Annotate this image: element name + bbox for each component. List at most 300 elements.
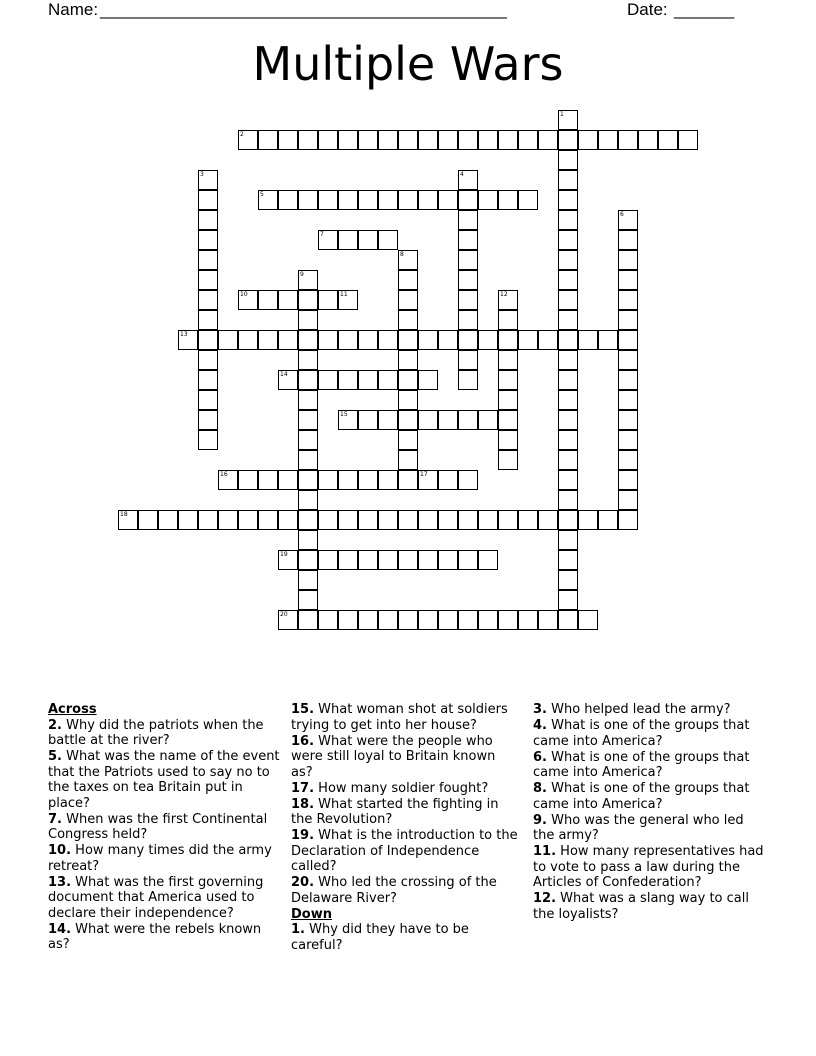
grid-cell[interactable] <box>438 470 458 490</box>
clue-text: How many representatives had to vote to pass a law during the Articles of Confederation? <box>533 844 764 890</box>
grid-cell[interactable] <box>418 550 438 570</box>
grid-cell[interactable] <box>198 290 218 310</box>
grid-cell[interactable] <box>258 130 278 150</box>
grid-cell[interactable] <box>418 610 438 630</box>
date-blank-line[interactable]: _______ <box>674 0 734 19</box>
clue-item <box>291 734 519 781</box>
grid-cell[interactable] <box>558 550 578 570</box>
grid-cell[interactable] <box>558 250 578 270</box>
grid-cell[interactable] <box>558 510 578 530</box>
clue-text: Why did the patriots when the battle at the river? <box>48 717 264 748</box>
clue-number: 15. <box>291 702 315 717</box>
grid-cell[interactable] <box>618 430 638 450</box>
grid-cell[interactable] <box>438 410 458 430</box>
grid-cell[interactable] <box>398 410 418 430</box>
grid-cell[interactable] <box>198 170 218 190</box>
grid-cell[interactable] <box>558 430 578 450</box>
grid-cell[interactable] <box>338 370 358 390</box>
cell-number: 6 <box>620 211 624 218</box>
grid-cell[interactable] <box>118 510 138 530</box>
grid-cell[interactable] <box>458 310 478 330</box>
grid-cell[interactable] <box>218 510 238 530</box>
grid-cell[interactable] <box>198 210 218 230</box>
clue-item <box>291 702 519 733</box>
grid-cell[interactable] <box>358 510 378 530</box>
date-label: Date: <box>627 0 668 19</box>
grid-cell[interactable] <box>618 270 638 290</box>
grid-cell[interactable] <box>198 250 218 270</box>
grid-cell[interactable] <box>398 470 418 490</box>
grid-cell[interactable] <box>358 610 378 630</box>
grid-cell[interactable] <box>458 410 478 430</box>
clue-column-2 <box>291 702 519 954</box>
clue-text: Why did they have to be careful? <box>291 922 469 953</box>
cell-number: 2 <box>240 131 244 138</box>
grid-cell[interactable] <box>438 550 458 570</box>
grid-cell[interactable] <box>358 470 378 490</box>
grid-cell[interactable] <box>158 510 178 530</box>
grid-cell[interactable] <box>358 130 378 150</box>
grid-cell[interactable] <box>298 570 318 590</box>
grid-cell[interactable] <box>258 290 278 310</box>
grid-cell[interactable] <box>498 350 518 370</box>
grid-cell[interactable] <box>278 130 298 150</box>
cell-number: 18 <box>120 511 128 518</box>
grid-cell[interactable] <box>558 190 578 210</box>
grid-cell[interactable] <box>338 190 358 210</box>
grid-cell[interactable] <box>318 230 338 250</box>
clue-text: Who helped lead the army? <box>546 702 731 717</box>
grid-cell[interactable] <box>558 330 578 350</box>
grid-cell[interactable] <box>338 550 358 570</box>
grid-cell[interactable] <box>458 610 478 630</box>
clue-text: What was a slang way to call the loyalists? <box>533 891 749 922</box>
clue-item <box>48 922 284 953</box>
clue-number: 5. <box>48 749 62 764</box>
grid-cell[interactable] <box>398 610 418 630</box>
grid-cell[interactable] <box>478 130 498 150</box>
grid-cell[interactable] <box>318 470 338 490</box>
grid-cell[interactable] <box>338 130 358 150</box>
grid-cell[interactable] <box>558 310 578 330</box>
clue-number: 6. <box>533 749 547 765</box>
clue-number: 2. <box>48 717 62 733</box>
grid-cell[interactable] <box>498 290 518 310</box>
grid-cell[interactable] <box>378 610 398 630</box>
grid-cell[interactable] <box>358 370 378 390</box>
grid-cell[interactable] <box>558 390 578 410</box>
grid-cell[interactable] <box>338 230 358 250</box>
grid-cell[interactable] <box>498 450 518 470</box>
cell-number: 10 <box>240 291 248 298</box>
grid-cell[interactable] <box>278 190 298 210</box>
grid-cell[interactable] <box>238 510 258 530</box>
name-blank-line[interactable]: ________________________________________________ <box>100 0 506 19</box>
cell-number: 16 <box>220 471 228 478</box>
grid-cell[interactable] <box>298 350 318 370</box>
grid-cell[interactable] <box>458 290 478 310</box>
cell-number: 11 <box>340 291 348 298</box>
grid-cell[interactable] <box>458 370 478 390</box>
grid-cell[interactable] <box>398 510 418 530</box>
clue-item <box>291 781 519 797</box>
grid-cell[interactable] <box>418 370 438 390</box>
grid-cell[interactable] <box>598 510 618 530</box>
grid-cell[interactable] <box>558 450 578 470</box>
grid-cell[interactable] <box>318 510 338 530</box>
grid-cell[interactable] <box>318 130 338 150</box>
clue-number: 11. <box>533 844 557 859</box>
grid-cell[interactable] <box>138 510 158 530</box>
grid-cell[interactable] <box>558 130 578 150</box>
grid-cell[interactable] <box>278 330 298 350</box>
grid-cell[interactable] <box>238 130 258 150</box>
cell-number: 7 <box>320 231 324 238</box>
grid-cell[interactable] <box>458 550 478 570</box>
clue-text: When was the first Continental Congress held? <box>48 811 268 842</box>
grid-cell[interactable] <box>618 350 638 370</box>
grid-cell[interactable] <box>318 370 338 390</box>
cell-number: 14 <box>280 371 288 378</box>
grid-cell[interactable] <box>618 210 638 230</box>
grid-cell[interactable] <box>478 190 498 210</box>
grid-cell[interactable] <box>398 290 418 310</box>
clue-number: 14. <box>48 921 72 937</box>
grid-cell[interactable] <box>458 130 478 150</box>
grid-cell[interactable] <box>438 330 458 350</box>
grid-cell[interactable] <box>258 330 278 350</box>
grid-cell[interactable] <box>378 370 398 390</box>
grid-cell[interactable] <box>378 190 398 210</box>
grid-cell[interactable] <box>238 290 258 310</box>
grid-cell[interactable] <box>298 610 318 630</box>
grid-cell[interactable] <box>578 510 598 530</box>
clue-text: Who was the general who led the army? <box>533 812 744 843</box>
grid-cell[interactable] <box>618 230 638 250</box>
grid-cell[interactable] <box>618 330 638 350</box>
grid-cell[interactable] <box>298 410 318 430</box>
grid-cell[interactable] <box>558 590 578 610</box>
grid-cell[interactable] <box>378 330 398 350</box>
grid-cell[interactable] <box>618 370 638 390</box>
grid-cell[interactable] <box>498 430 518 450</box>
grid-cell[interactable] <box>458 270 478 290</box>
grid-cell[interactable] <box>378 230 398 250</box>
grid-cell[interactable] <box>198 350 218 370</box>
clue-item <box>291 922 519 953</box>
grid-cell[interactable] <box>558 170 578 190</box>
grid-cell[interactable] <box>558 530 578 550</box>
cell-number: 20 <box>280 611 288 618</box>
grid-cell[interactable] <box>558 470 578 490</box>
clue-item <box>48 812 284 843</box>
grid-cell[interactable] <box>458 170 478 190</box>
grid-cell[interactable] <box>318 190 338 210</box>
grid-cell[interactable] <box>558 150 578 170</box>
grid-cell[interactable] <box>558 570 578 590</box>
grid-cell[interactable] <box>518 510 538 530</box>
grid-cell[interactable] <box>598 130 618 150</box>
clue-text: What were the rebels known as? <box>48 921 262 952</box>
grid-cell[interactable] <box>438 510 458 530</box>
grid-cell[interactable] <box>198 230 218 250</box>
grid-cell[interactable] <box>458 250 478 270</box>
grid-cell[interactable] <box>398 310 418 330</box>
grid-cell[interactable] <box>378 410 398 430</box>
grid-cell[interactable] <box>618 410 638 430</box>
grid-cell[interactable] <box>618 470 638 490</box>
grid-cell[interactable] <box>278 370 298 390</box>
grid-cell[interactable] <box>418 470 438 490</box>
clue-number: 3. <box>533 702 547 717</box>
grid-cell[interactable] <box>678 130 698 150</box>
grid-cell[interactable] <box>418 410 438 430</box>
clue-number: 4. <box>533 718 547 733</box>
clue-text: What was the first governing document that America used to declare their independence? <box>48 874 264 921</box>
grid-cell[interactable] <box>298 290 318 310</box>
grid-cell[interactable] <box>598 330 618 350</box>
grid-cell[interactable] <box>298 330 318 350</box>
grid-cell[interactable] <box>558 610 578 630</box>
grid-cell[interactable] <box>378 130 398 150</box>
grid-cell[interactable] <box>258 470 278 490</box>
grid-cell[interactable] <box>498 390 518 410</box>
grid-cell[interactable] <box>338 470 358 490</box>
clue-item <box>533 844 769 891</box>
grid-cell[interactable] <box>298 470 318 490</box>
grid-cell[interactable] <box>398 370 418 390</box>
grid-cell[interactable] <box>298 270 318 290</box>
grid-cell[interactable] <box>418 190 438 210</box>
grid-cell[interactable] <box>198 310 218 330</box>
grid-cell[interactable] <box>278 550 298 570</box>
grid-cell[interactable] <box>538 130 558 150</box>
grid-cell[interactable] <box>478 510 498 530</box>
clue-item <box>48 718 284 749</box>
grid-cell[interactable] <box>438 610 458 630</box>
cell-number: 19 <box>280 551 288 558</box>
grid-cell[interactable] <box>498 410 518 430</box>
grid-cell[interactable] <box>538 510 558 530</box>
grid-cell[interactable] <box>298 550 318 570</box>
grid-cell[interactable] <box>298 530 318 550</box>
grid-cell[interactable] <box>298 510 318 530</box>
grid-cell[interactable] <box>458 470 478 490</box>
grid-cell[interactable] <box>578 610 598 630</box>
grid-cell[interactable] <box>538 610 558 630</box>
grid-cell[interactable] <box>278 470 298 490</box>
clue-text: What is one of the groups that came into America? <box>533 718 750 749</box>
grid-cell[interactable] <box>558 270 578 290</box>
grid-cell[interactable] <box>618 250 638 270</box>
grid-cell[interactable] <box>498 370 518 390</box>
grid-cell[interactable] <box>298 190 318 210</box>
grid-cell[interactable] <box>498 130 518 150</box>
clue-column-1 <box>48 702 284 953</box>
grid-cell[interactable] <box>458 510 478 530</box>
grid-cell[interactable] <box>198 430 218 450</box>
grid-cell[interactable] <box>518 330 538 350</box>
grid-cell[interactable] <box>298 370 318 390</box>
grid-cell[interactable] <box>398 330 418 350</box>
grid-cell[interactable] <box>458 350 478 370</box>
grid-cell[interactable] <box>618 290 638 310</box>
grid-cell[interactable] <box>358 410 378 430</box>
grid-cell[interactable] <box>558 410 578 430</box>
grid-cell[interactable] <box>618 450 638 470</box>
grid-cell[interactable] <box>498 510 518 530</box>
grid-cell[interactable] <box>398 430 418 450</box>
clue-item <box>533 891 769 922</box>
grid-cell[interactable] <box>618 130 638 150</box>
grid-cell[interactable] <box>458 230 478 250</box>
clue-number: 7. <box>48 811 62 827</box>
grid-cell[interactable] <box>418 130 438 150</box>
grid-cell[interactable] <box>558 370 578 390</box>
grid-cell[interactable] <box>458 190 478 210</box>
grid-cell[interactable] <box>198 330 218 350</box>
grid-cell[interactable] <box>198 410 218 430</box>
grid-cell[interactable] <box>258 510 278 530</box>
grid-cell[interactable] <box>298 390 318 410</box>
grid-cell[interactable] <box>618 510 638 530</box>
clue-text: What woman shot at soldiers trying to get into her house? <box>291 702 508 733</box>
clue-item <box>48 749 284 811</box>
clue-number: 1. <box>291 922 305 937</box>
grid-cell[interactable] <box>298 490 318 510</box>
clue-item <box>48 875 284 922</box>
grid-cell[interactable] <box>398 250 418 270</box>
grid-cell[interactable] <box>238 470 258 490</box>
grid-cell[interactable] <box>498 330 518 350</box>
grid-cell[interactable] <box>418 330 438 350</box>
grid-cell[interactable] <box>558 110 578 130</box>
clue-item <box>533 702 769 718</box>
grid-cell[interactable] <box>518 190 538 210</box>
grid-cell[interactable] <box>198 190 218 210</box>
grid-cell[interactable] <box>278 610 298 630</box>
clue-item <box>533 750 769 781</box>
grid-cell[interactable] <box>358 190 378 210</box>
grid-cell[interactable] <box>618 310 638 330</box>
grid-cell[interactable] <box>618 490 638 510</box>
down-heading: Down <box>291 906 332 922</box>
grid-cell[interactable] <box>198 510 218 530</box>
grid-cell[interactable] <box>398 130 418 150</box>
grid-cell[interactable] <box>558 210 578 230</box>
grid-cell[interactable] <box>278 290 298 310</box>
grid-cell[interactable] <box>318 550 338 570</box>
clue-item <box>291 828 519 875</box>
grid-cell[interactable] <box>538 330 558 350</box>
grid-cell[interactable] <box>278 510 298 530</box>
grid-cell[interactable] <box>258 190 278 210</box>
grid-cell[interactable] <box>338 410 358 430</box>
clue-number: 18. <box>291 796 315 812</box>
grid-cell[interactable] <box>218 470 238 490</box>
grid-cell[interactable] <box>178 510 198 530</box>
grid-cell[interactable] <box>398 550 418 570</box>
grid-cell[interactable] <box>198 270 218 290</box>
grid-cell[interactable] <box>338 330 358 350</box>
cell-number: 15 <box>340 411 348 418</box>
grid-cell[interactable] <box>338 510 358 530</box>
grid-cell[interactable] <box>518 130 538 150</box>
grid-cell[interactable] <box>578 330 598 350</box>
grid-cell[interactable] <box>298 590 318 610</box>
grid-cell[interactable] <box>558 230 578 250</box>
grid-cell[interactable] <box>438 130 458 150</box>
grid-cell[interactable] <box>298 450 318 470</box>
grid-cell[interactable] <box>298 130 318 150</box>
grid-cell[interactable] <box>498 310 518 330</box>
grid-cell[interactable] <box>358 550 378 570</box>
cell-number: 9 <box>300 271 304 278</box>
grid-cell[interactable] <box>578 130 598 150</box>
clue-number: 13. <box>48 874 72 890</box>
grid-cell[interactable] <box>478 410 498 430</box>
across-heading: Across <box>48 702 97 717</box>
grid-cell[interactable] <box>358 230 378 250</box>
grid-cell[interactable] <box>478 610 498 630</box>
grid-cell[interactable] <box>558 490 578 510</box>
grid-cell[interactable] <box>218 330 238 350</box>
clue-text: Who led the crossing of the Delaware River? <box>291 875 497 906</box>
grid-cell[interactable] <box>458 330 478 350</box>
grid-cell[interactable] <box>318 330 338 350</box>
grid-cell[interactable] <box>178 330 198 350</box>
grid-cell[interactable] <box>498 610 518 630</box>
grid-cell[interactable] <box>398 270 418 290</box>
grid-cell[interactable] <box>298 310 318 330</box>
grid-cell[interactable] <box>478 330 498 350</box>
grid-cell[interactable] <box>398 390 418 410</box>
grid-cell[interactable] <box>418 510 438 530</box>
clue-text: What started the fighting in the Revolution? <box>291 796 499 827</box>
grid-cell[interactable] <box>558 290 578 310</box>
grid-cell[interactable] <box>198 370 218 390</box>
clue-text: How many soldier fought? <box>314 780 489 796</box>
grid-cell[interactable] <box>558 350 578 370</box>
grid-cell[interactable] <box>438 190 458 210</box>
grid-cell[interactable] <box>498 190 518 210</box>
grid-cell[interactable] <box>338 610 358 630</box>
cell-number: 12 <box>500 291 508 298</box>
grid-cell[interactable] <box>398 350 418 370</box>
grid-cell[interactable] <box>318 290 338 310</box>
grid-cell[interactable] <box>378 550 398 570</box>
grid-cell[interactable] <box>478 550 498 570</box>
grid-cell[interactable] <box>198 390 218 410</box>
grid-cell[interactable] <box>658 130 678 150</box>
grid-cell[interactable] <box>398 450 418 470</box>
name-label: Name: <box>48 0 99 19</box>
grid-cell[interactable] <box>318 610 338 630</box>
grid-cell[interactable] <box>378 510 398 530</box>
grid-cell[interactable] <box>378 470 398 490</box>
grid-cell[interactable] <box>398 190 418 210</box>
clue-text: What is one of the groups that came into America? <box>533 781 750 812</box>
grid-cell[interactable] <box>618 390 638 410</box>
grid-cell[interactable] <box>298 430 318 450</box>
grid-cell[interactable] <box>518 610 538 630</box>
grid-cell[interactable] <box>338 290 358 310</box>
grid-cell[interactable] <box>358 330 378 350</box>
grid-cell[interactable] <box>638 130 658 150</box>
grid-cell[interactable] <box>238 330 258 350</box>
clue-number: 8. <box>533 781 547 796</box>
grid-cell[interactable] <box>458 210 478 230</box>
